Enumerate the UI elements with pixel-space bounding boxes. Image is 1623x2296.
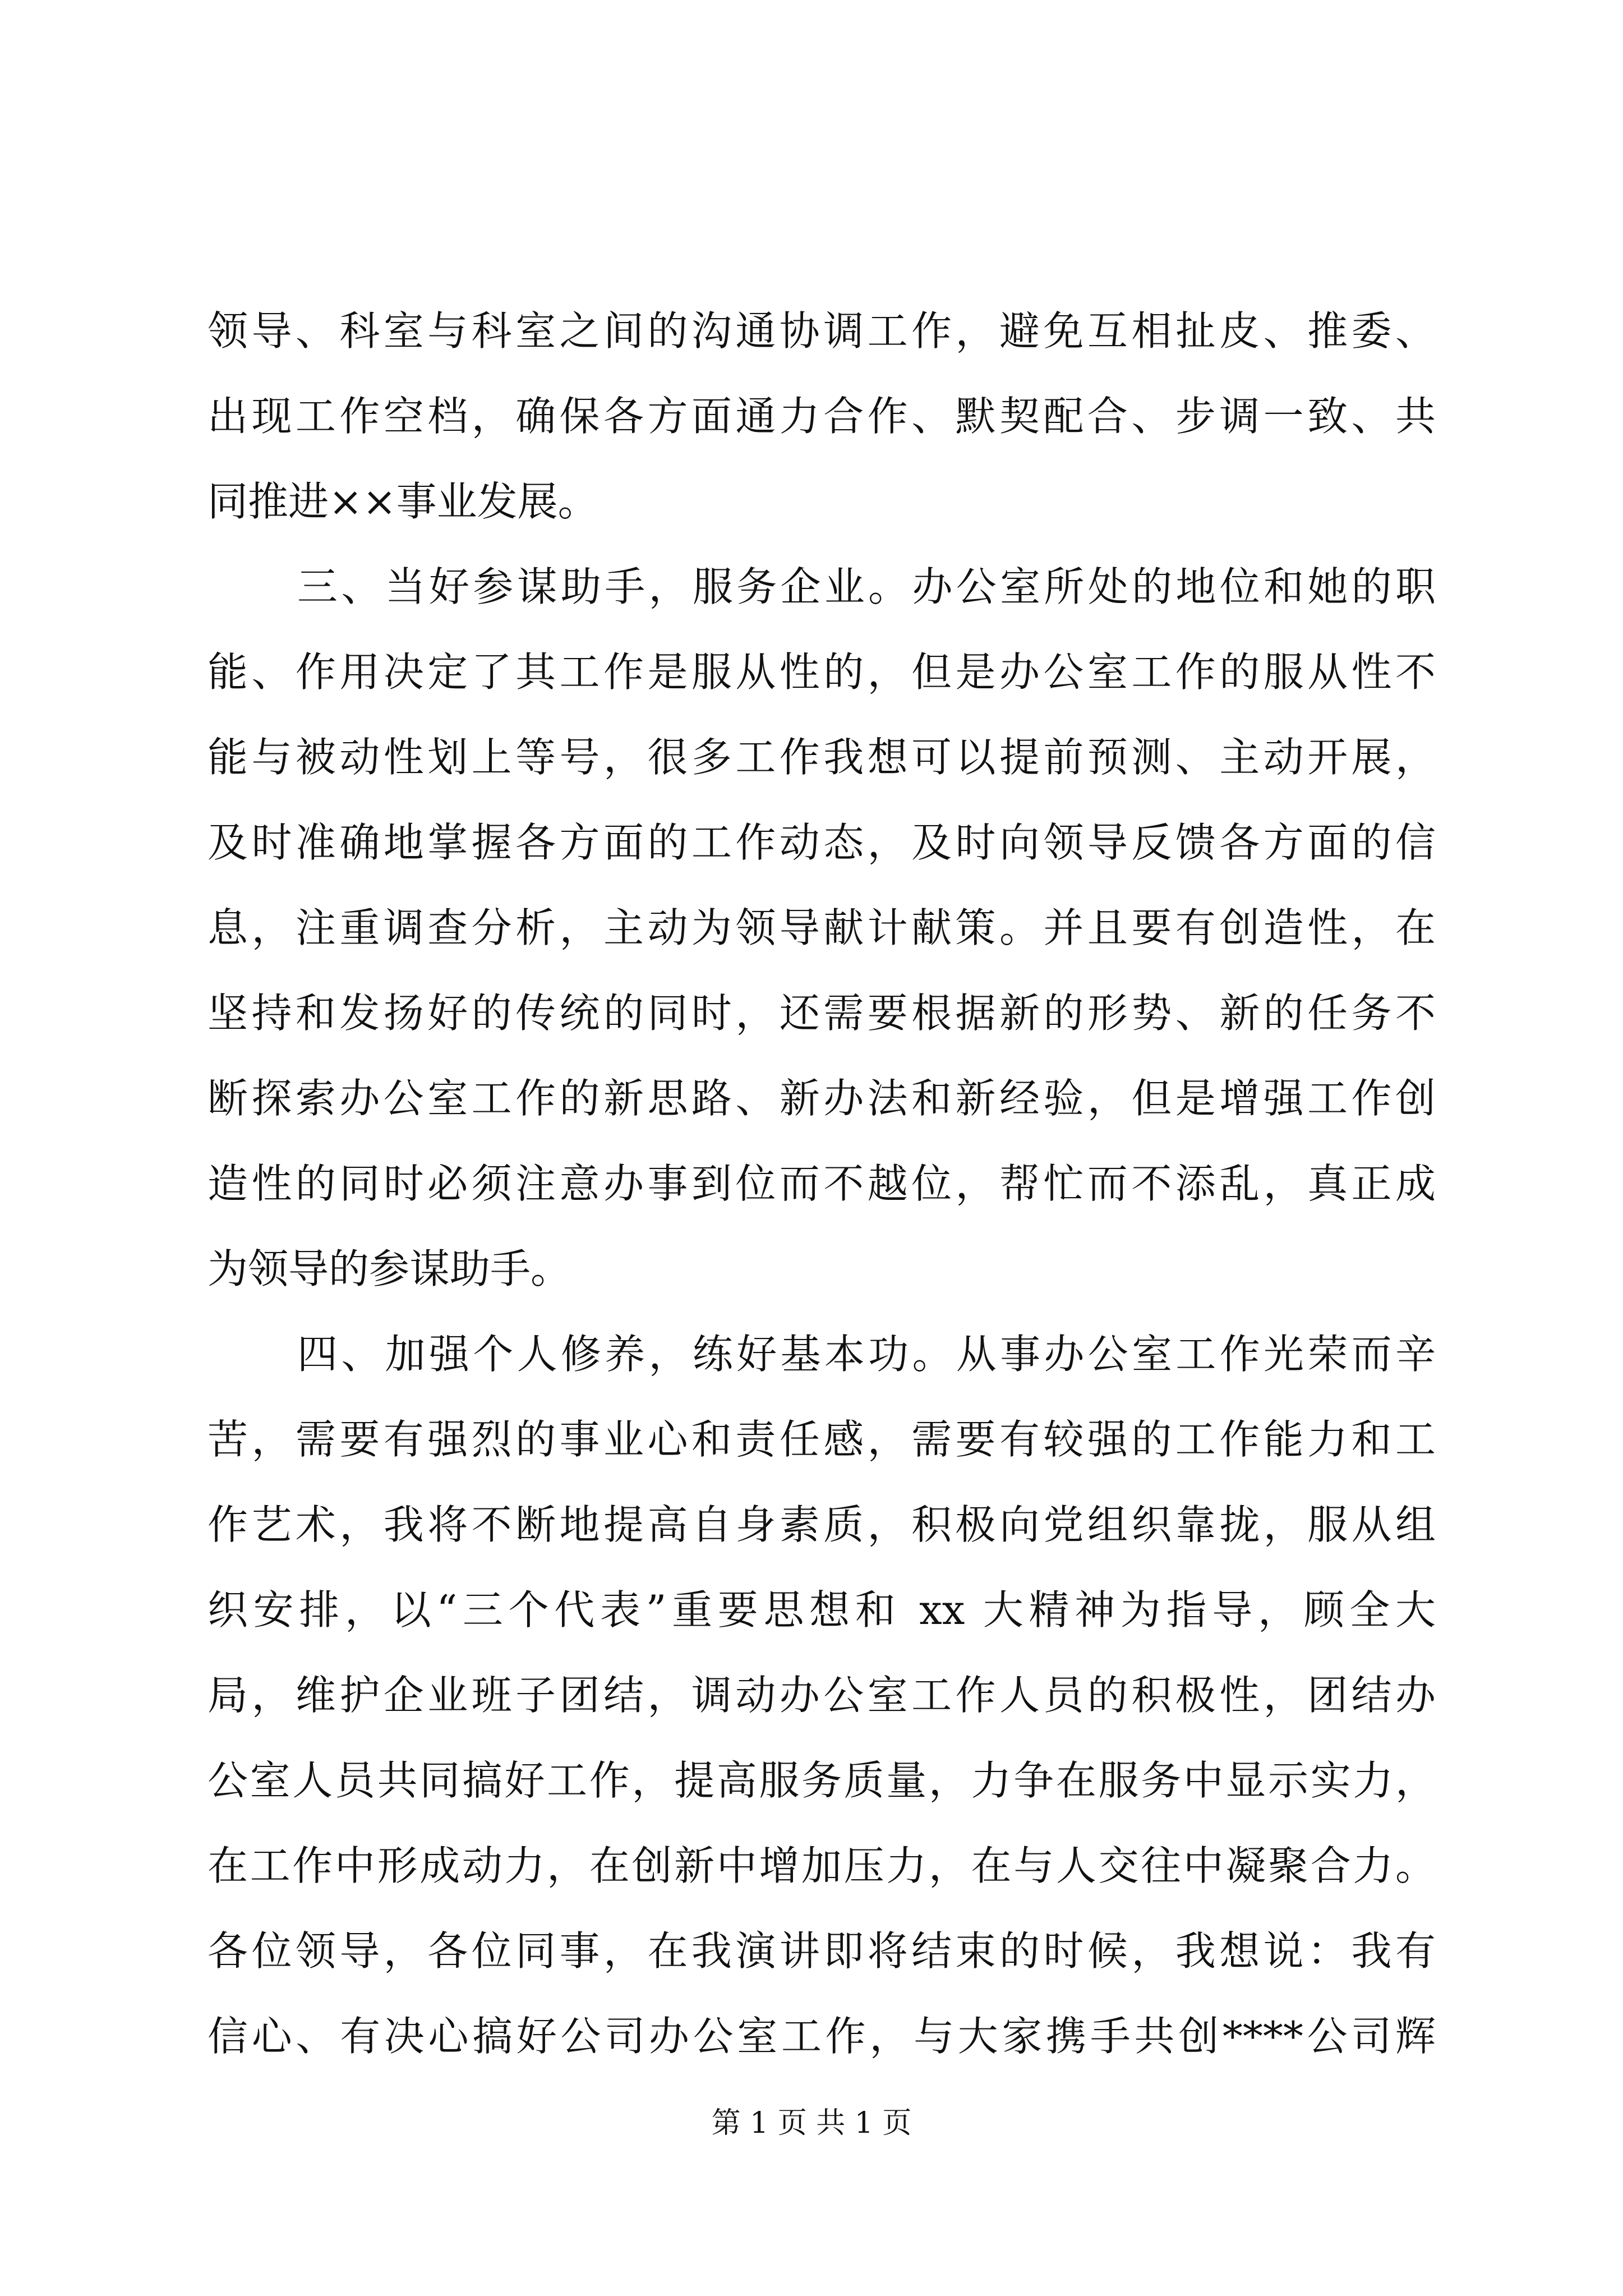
text-line-14: 苦，需要有强烈的事业心和责任感，需要有较强的工作能力和工 — [208, 1416, 1436, 1463]
text-line-17: 局，维护企业班子团结，调动办公室工作人员的积极性，团结办 — [208, 1672, 1436, 1719]
text-line-16: 织安排，以“三个代表”重要思想和 xx 大精神为指导，顾全大 — [208, 1586, 1436, 1634]
text-line-12: 为领导的参谋助手。 — [208, 1245, 571, 1292]
text-line-11: 造性的同时必须注意办事到位而不越位，帮忙而不添乱，真正成 — [208, 1160, 1436, 1207]
text-line-8: 息，注重调查分析，主动为领导献计献策。并且要有创造性，在 — [208, 904, 1436, 951]
text-line-4: 三、当好参谋助手，服务企业。办公室所处的地位和她的职 — [297, 563, 1436, 610]
text-line-15: 作艺术，我将不断地提高自身素质，积极向党组织靠拢，服从组 — [208, 1501, 1436, 1548]
text-line-21: 信心、有决心搞好公司办公室工作，与大家携手共创****公司辉 — [208, 2013, 1436, 2060]
text-line-10: 断探索办公室工作的新思路、新办法和新经验，但是增强工作创 — [208, 1075, 1436, 1122]
text-line-1: 领导、科室与科室之间的沟通协调工作，避免互相扯皮、推委、 — [208, 307, 1436, 355]
text-line-20: 各位领导，各位同事，在我演讲即将结束的时候，我想说：我有 — [208, 1927, 1436, 1975]
text-line-2: 出现工作空档，确保各方面通力合作、默契配合、步调一致、共 — [208, 393, 1436, 440]
text-line-6: 能与被动性划上等号，很多工作我想可以提前预测、主动开展， — [208, 734, 1436, 781]
text-line-5: 能、作用决定了其工作是服从性的，但是办公室工作的服从性不 — [208, 648, 1436, 696]
page-footer: 第 1 页 共 1 页 — [711, 2106, 912, 2140]
text-line-3: 同推进××事业发展。 — [208, 478, 598, 525]
text-line-19: 在工作中形成动力，在创新中增加压力，在与人交往中凝聚合力。 — [208, 1842, 1436, 1889]
text-line-18: 公室人员共同搞好工作，提高服务质量，力争在服务中显示实力， — [208, 1757, 1436, 1804]
text-line-13: 四、加强个人修养，练好基本功。从事办公室工作光荣而辛 — [297, 1331, 1436, 1378]
text-line-9: 坚持和发扬好的传统的同时，还需要根据新的形势、新的任务不 — [208, 990, 1436, 1037]
text-line-7: 及时准确地掌握各方面的工作动态，及时向领导反馈各方面的信 — [208, 819, 1436, 866]
